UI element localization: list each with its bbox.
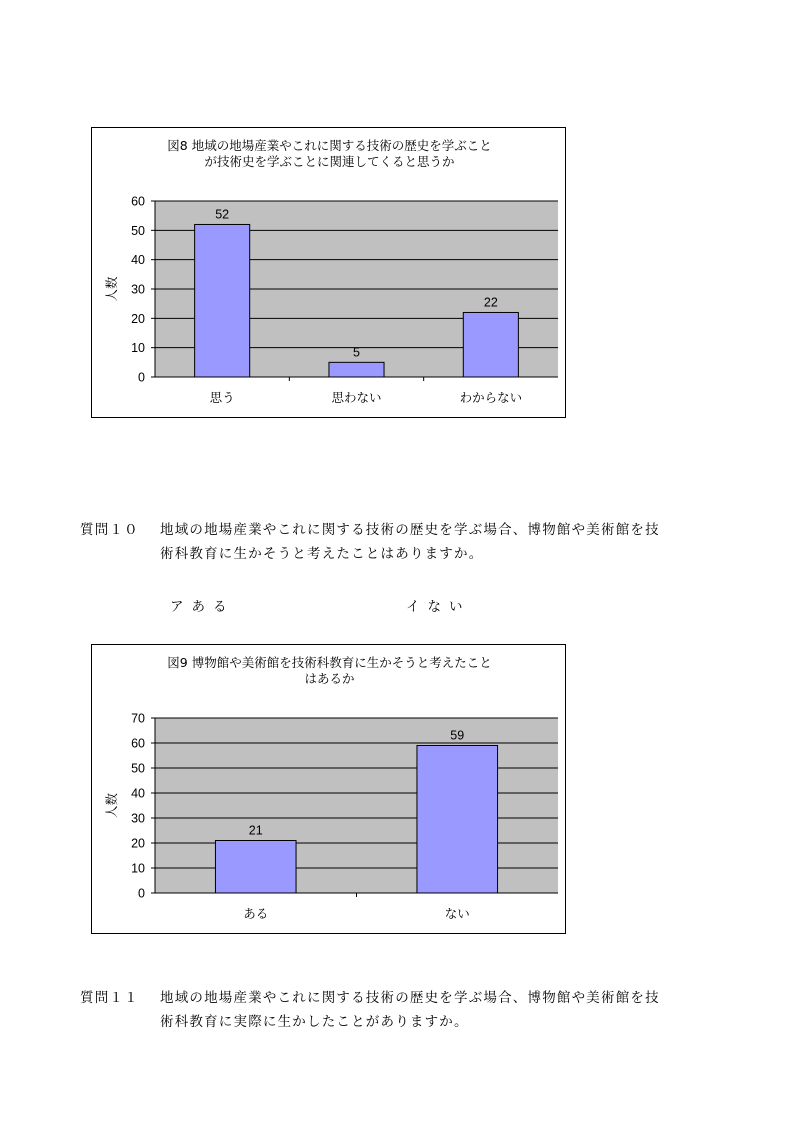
question-text-line2: 術科教育に実際に生かしたことがありますか。 — [160, 1014, 469, 1030]
x-tick-label: 思わない — [331, 391, 382, 405]
y-tick-label: 10 — [131, 341, 145, 356]
question-text-line2: 術科教育に生かそうと考えたことはありますか。 — [160, 546, 484, 562]
question-text-line1: 地域の地場産業やこれに関する技術の歴史を学ぶ場合、博物館や美術館を技 — [160, 522, 660, 538]
y-tick-label: 10 — [131, 861, 145, 876]
y-tick-label: 60 — [131, 194, 145, 209]
chart-title-line2: はあるか — [304, 671, 355, 686]
data-label: 21 — [248, 823, 263, 838]
question-number: 質問１０ — [80, 522, 139, 538]
y-tick-label: 50 — [131, 761, 145, 776]
data-label: 5 — [353, 345, 360, 360]
y-tick-label: 40 — [131, 786, 145, 801]
bar — [417, 746, 498, 894]
y-tick-label: 30 — [131, 811, 145, 826]
y-tick-label: 60 — [131, 736, 145, 751]
chart-title-line1: 図9 博物館や美術館を技術科教育に生かそうと考えたこと — [167, 655, 492, 670]
question-number: 質問１１ — [80, 990, 139, 1006]
data-label: 59 — [450, 728, 465, 743]
x-tick-label: 思う — [209, 391, 235, 405]
chart-title-line1: 図8 地域の地場産業やこれに関する技術の歴史を学ぶこと — [167, 138, 492, 153]
y-tick-label: 30 — [131, 282, 145, 297]
chart-title-line2: が技術史を学ぶことに関連してくると思うか — [204, 154, 455, 169]
y-tick-label: 20 — [131, 311, 145, 326]
x-tick-label: ある — [243, 907, 269, 921]
y-tick-label: 20 — [131, 836, 145, 851]
y-tick-label: 70 — [131, 711, 145, 726]
bar — [463, 312, 518, 377]
bar — [215, 841, 296, 894]
x-tick-label: ない — [444, 907, 470, 921]
y-tick-label: 40 — [131, 253, 145, 268]
question-text-line1: 地域の地場産業やこれに関する技術の歴史を学ぶ場合、博物館や美術館を技 — [160, 990, 660, 1006]
y-tick-label: 0 — [138, 370, 145, 385]
choice-b: イない — [406, 599, 471, 615]
bar — [195, 224, 250, 377]
x-tick-label: わからない — [459, 391, 523, 405]
y-tick-label: 50 — [131, 223, 145, 238]
chart-fig8-plot — [92, 128, 567, 419]
choice-a: アある — [170, 599, 235, 615]
data-label: 22 — [483, 295, 498, 310]
chart-fig9-plot — [92, 645, 567, 935]
data-label: 52 — [215, 207, 230, 222]
chart-fig9 — [91, 644, 566, 934]
bar — [329, 362, 384, 377]
chart-fig8 — [91, 127, 566, 418]
y-tick-label: 0 — [138, 886, 145, 901]
y-axis-label: 人数 — [105, 276, 119, 302]
y-axis-label: 人数 — [105, 792, 119, 819]
